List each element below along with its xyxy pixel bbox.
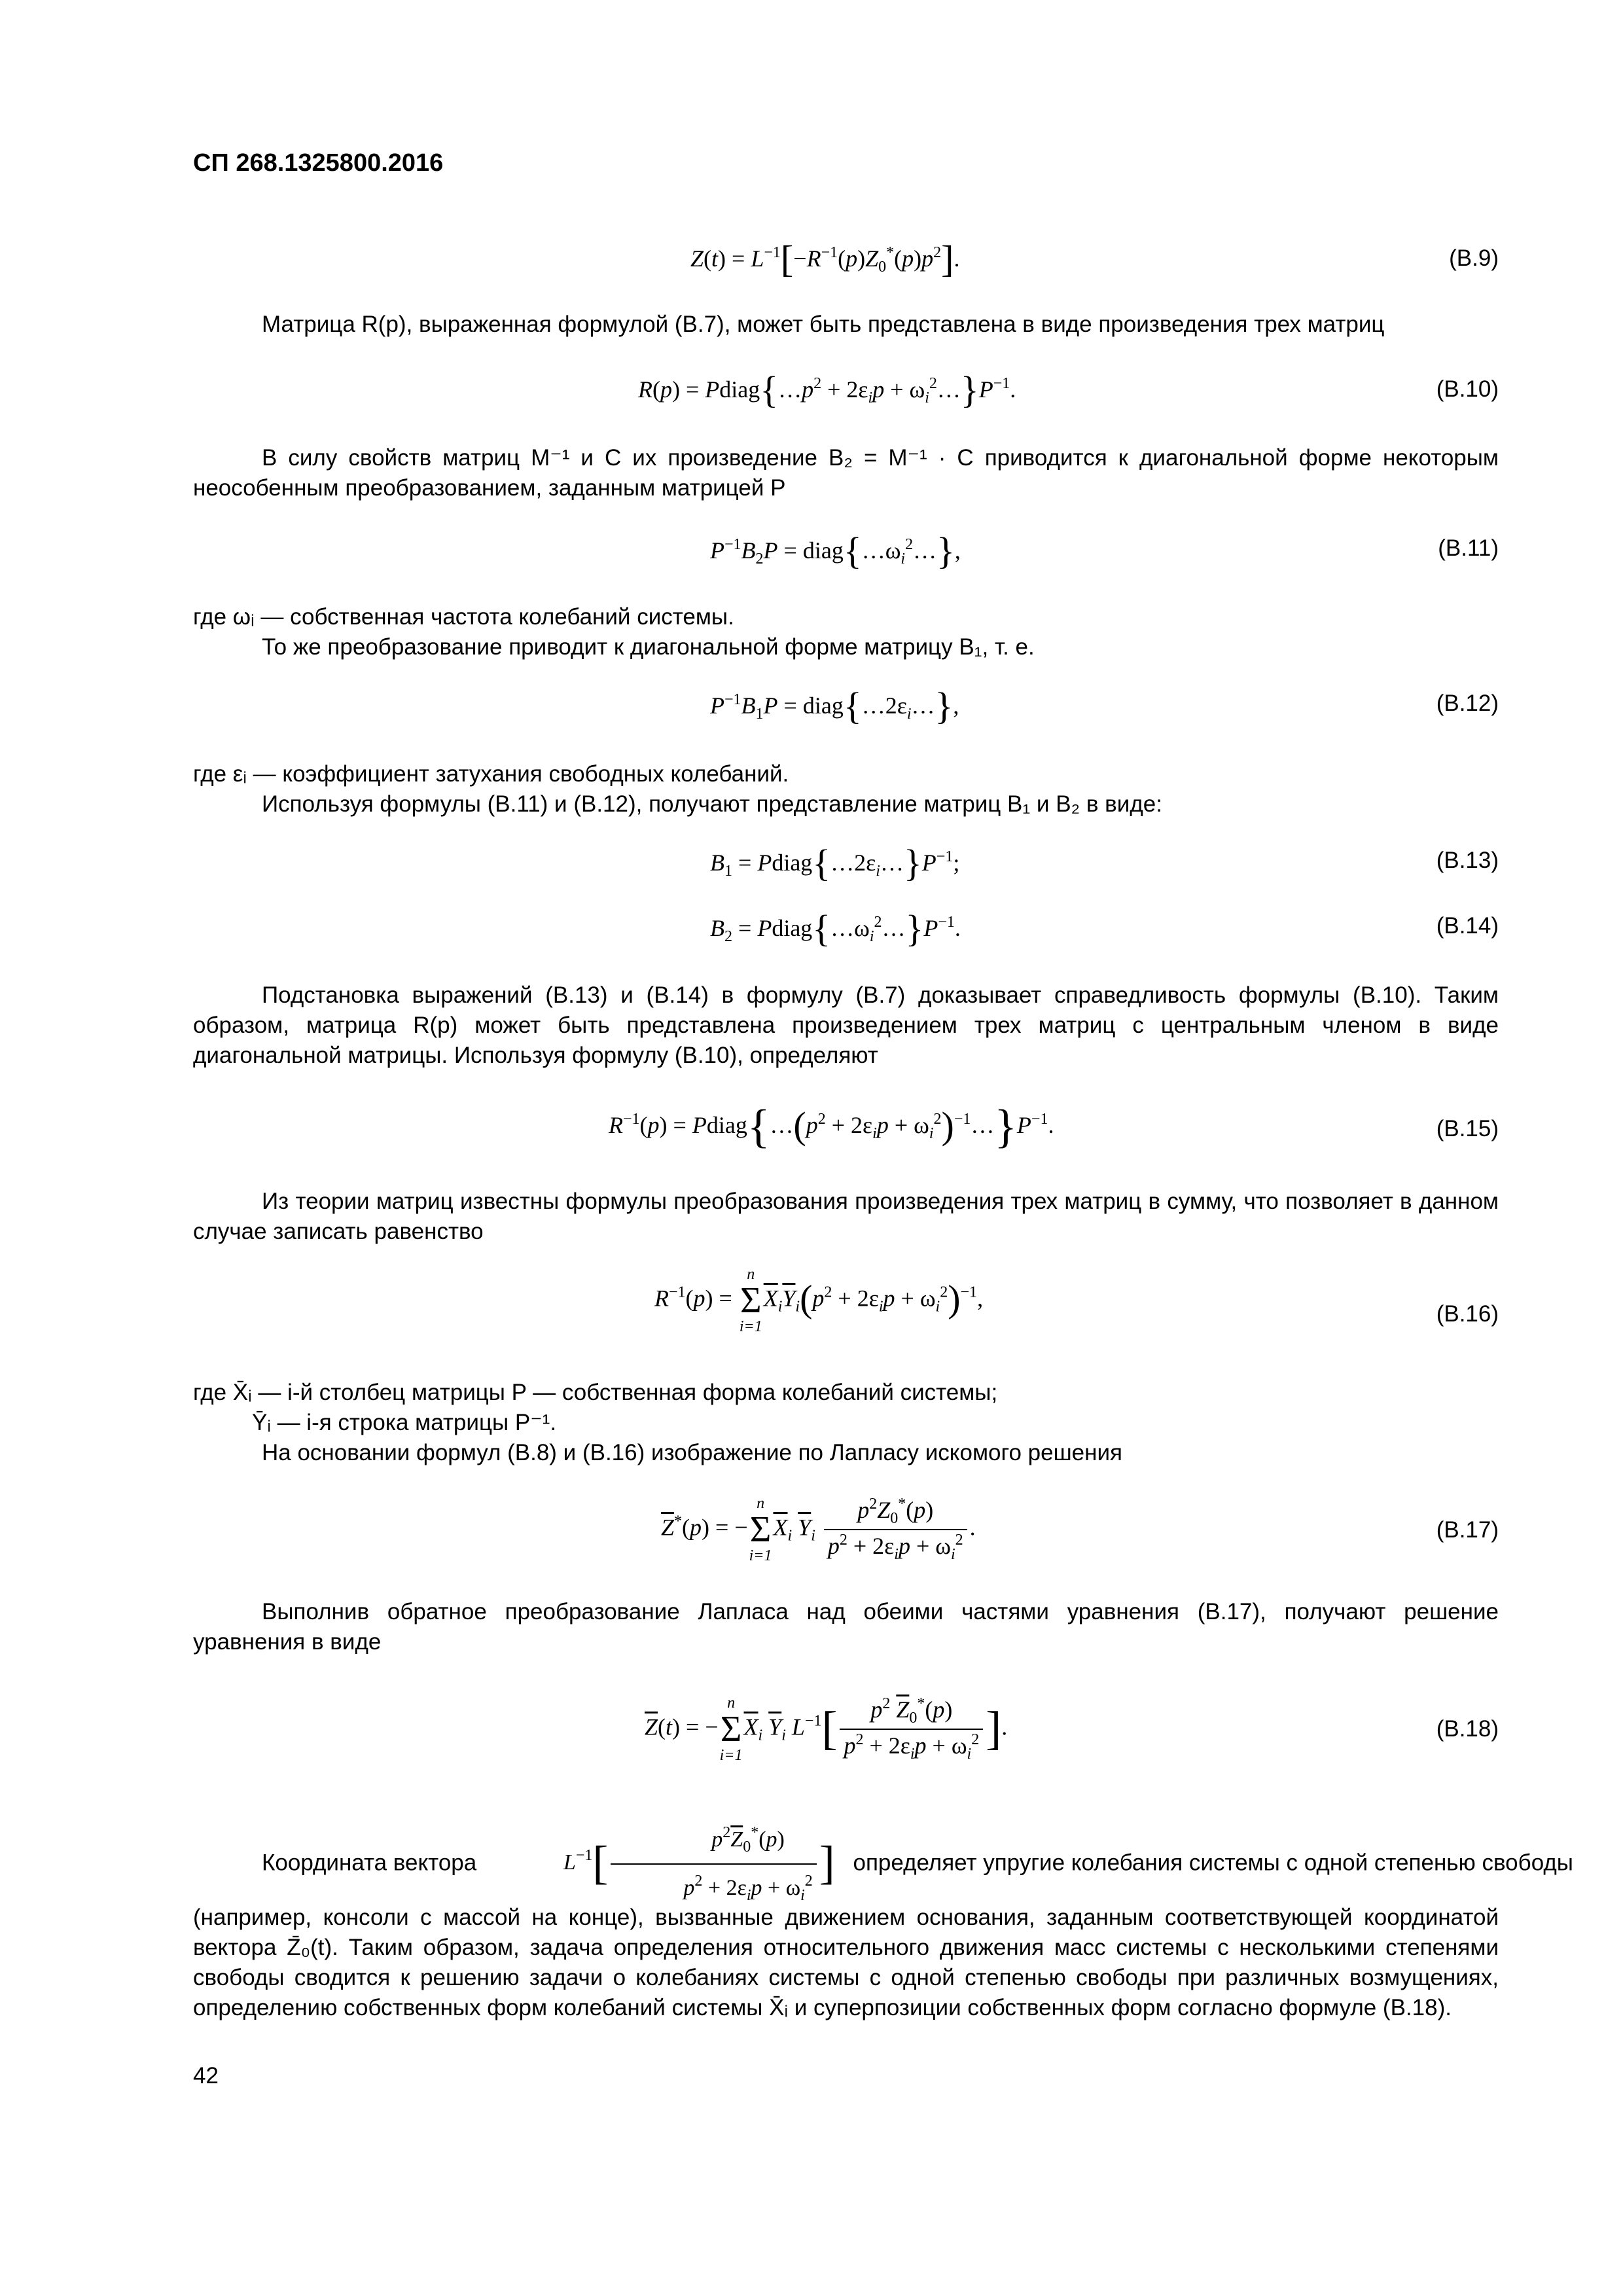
paragraph-10 (193, 1903, 1499, 2023)
equation-number-b14: (В.14) (1436, 913, 1499, 939)
equation-number-b17: (В.17) (1436, 1517, 1499, 1543)
formula-b9: $Z(t) = L^{-1}[-R^{-1}(p)Z_0^*(p)p^2]$. (690, 238, 960, 280)
page-number: 42 (193, 2063, 219, 2089)
paragraph-where (193, 1378, 1499, 1468)
paragraph-4-where: где εᵢ — коэффициент затухания свободных колебаний. (193, 761, 789, 787)
formula-inline-vector: $L^{-1}$[ $\frac{p^2\overline{Z}_0^*(p)}{p^2 + 2\varepsilon_ip + \omega_i^2}$ ] (495, 1818, 835, 1910)
equation-number-b9: (В.9) (1449, 245, 1499, 271)
sum-symbol: n Σ i=1 (719, 1695, 743, 1764)
paragraph-6 (193, 1187, 1499, 1247)
paragraph-7-text: На основании формул (В.8) и (В.16) изображение по Лапласу искомого решения (262, 1440, 1122, 1465)
equation-number-b16: (В.16) (1436, 1301, 1499, 1327)
fraction: $\frac{p^2 \overline{Z}_0^*(p)}{p^2 + 2\varepsilon_ip + \omega_i^2}$ (840, 1695, 983, 1763)
equation-number-b13: (В.13) (1436, 848, 1499, 873)
sum-symbol: n Σ i=1 (739, 1266, 762, 1335)
paragraph-5 (193, 980, 1499, 1071)
formula-b11: $P^{-1}B_2P$ = $diag\{\dots\omega_i^2\dots\}$, (710, 529, 961, 572)
paragraph-6-text: Из теории матриц известны формулы преобразования произведения трех матриц в сумму, что позволяет в данном случае записать равенство (193, 1189, 1499, 1244)
equation-number-b11: (В.11) (1438, 535, 1499, 561)
paragraph-10-text: (например, консоли с массой на конце), вызванные движением основания, заданным соответствующей координатой вектора Z̄₀(t). Таким образом, задача определения относительного движения масс системы с несколькими степенями свободы сводится к решению задачи о колебаниях системы с одной степенью свободы при различных возмущениях, определению собственных форм колебаний системы X̄ᵢ и суперпозиции собственных форм согласно формуле (В.18). (193, 1905, 1499, 2020)
formula-b17: $\overline{Z}^*(p)$ = − n Σ i=1 $\overline{X}_i$ $\overline{Y}_i$ $\frac{p^2Z_0^*(p)}{p^2 + 2\varepsilon_ip + \omega_i^2}$ . (661, 1495, 976, 1564)
equation-number-b12: (В.12) (1436, 691, 1499, 716)
paragraph-4 (193, 759, 1499, 819)
fraction: $\frac{p^2\overline{Z}_0^*(p)}{p^2 + 2\varepsilon_ip + \omega_i^2}$ (611, 1818, 816, 1910)
formula-b15: $R^{-1}(p)$ = $Pdiag\{\dots(p^2 + 2\varepsilon_ip$ + $\omega_i^2)^{-1}\dots\}P^{-1}$. (609, 1100, 1054, 1153)
paragraph-9-end: определяет упругие колебания системы с одной степенью свободы (853, 1850, 1573, 1876)
formula-b16: $R^{-1}(p)$ = n Σ i=1 $\overline{X}_i\overline{Y}_i(p^2 + 2\varepsilon_ip + \omega_i^2)^{-1}$, (654, 1266, 984, 1335)
paragraph-8 (193, 1597, 1499, 1657)
paragraph-8-text: Выполнив обратное преобразование Лапласа над обеими частями уравнения (В.17), получают решение уравнения в виде (193, 1599, 1499, 1655)
paragraph-1 (193, 310, 1499, 340)
where-x-definition: где X̄ᵢ — i-й столбец матрицы P — собственная форма колебаний системы; (193, 1380, 998, 1405)
equation-number-b15: (В.15) (1436, 1116, 1499, 1141)
formula-b10: $R(p) = Pdiag\{\dots p^2 + 2\varepsilon_ip$ + $\omega_i^2\dots\}P^{-1}$. (638, 368, 1016, 411)
paragraph-3 (193, 602, 1499, 662)
formula-b14: $B_2$ = $Pdiag\{\dots\omega_i^2\dots\}P^{-1}$. (710, 907, 961, 950)
equation-number-b18: (В.18) (1436, 1716, 1499, 1742)
paragraph-3-where: где ωᵢ — собственная частота колебаний системы. (193, 604, 734, 630)
paragraph-3-text: То же преобразование приводит к диагональной форме матрицу B₁, т. е. (262, 634, 1035, 660)
formula-b18: $\overline{Z}(t)$ = − n Σ i=1 $\overline{X}_i$ $\overline{Y}_i$ $L^{-1}$[ $\frac{p^2 \overline{Z}_0^*(p)}{p^2 + 2\varepsilon_ip + \omega_i^2}$ ]. (645, 1695, 1008, 1764)
sum-symbol: n Σ i=1 (749, 1495, 772, 1564)
paragraph-9 (193, 1818, 1573, 1910)
document-header: СП 268.1325800.2016 (193, 149, 444, 177)
paragraph-2-text: В силу свойств матриц M⁻¹ и C их произведение B₂ = M⁻¹ · C приводится к диагональной форме некоторым неособенным преобразованием, заданным матрицей P (193, 445, 1499, 501)
formula-b13: $B_1$ = $Pdiag\{\dots 2\varepsilon_i\dots\}P^{-1}$; (710, 842, 960, 884)
paragraph-9-start: Координата вектора (262, 1850, 477, 1876)
where-y-definition: Ȳᵢ — i-я строка матрицы P⁻¹. (252, 1410, 557, 1435)
equation-number-b10: (В.10) (1436, 376, 1499, 402)
paragraph-4-text: Используя формулы (В.11) и (В.12), получают представление матриц B₁ и B₂ в виде: (262, 791, 1162, 817)
paragraph-2 (193, 443, 1499, 503)
paragraph-5-text: Подстановка выражений (В.13) и (В.14) в формулу (В.7) доказывает справедливость формулы (В.10). Таким образом, матрица R(p) может быть представлена произведением трех матриц с центральным членом в виде диагональной матрицы. Используя формулу (В.10), определяют (193, 982, 1499, 1068)
formula-b12: $P^{-1}B_1P$ = $diag\{\dots 2\varepsilon_i\dots\}$, (710, 685, 959, 727)
fraction: $\frac{p^2Z_0^*(p)}{p^2 + 2\varepsilon_ip + \omega_i^2}$ (824, 1496, 967, 1564)
paragraph-1-text: Матрица R(p), выраженная формулой (В.7), может быть представлена в виде произведения трех матриц (262, 312, 1385, 337)
